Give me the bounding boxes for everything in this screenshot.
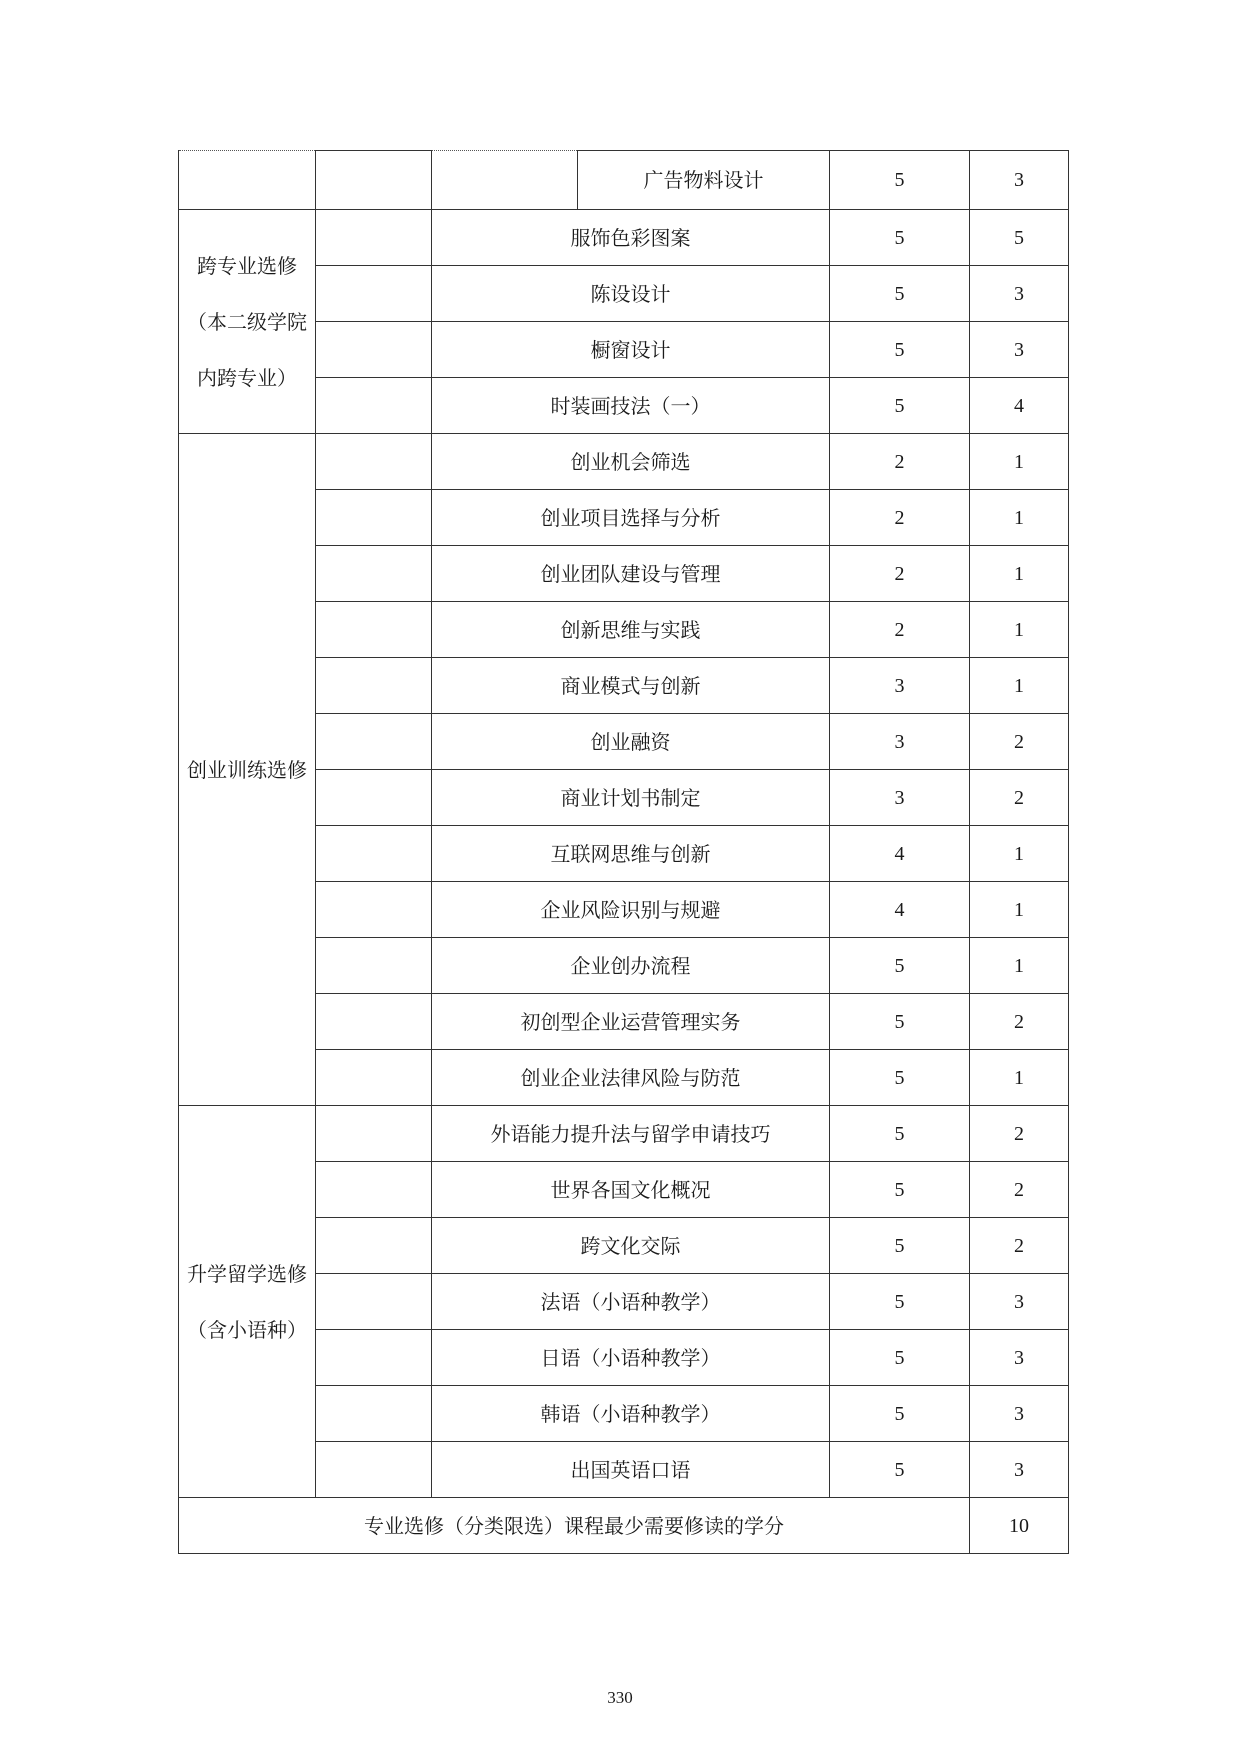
empty-cell [316,490,432,546]
table-row [179,151,1069,210]
summary-row [179,1498,1069,1554]
course-name-cell: 互联网思维与创新 [432,826,830,882]
course-name-cell: 商业计划书制定 [432,770,830,826]
semester-cell: 5 [830,210,970,266]
empty-cell [179,151,316,210]
empty-cell [316,602,432,658]
course-name-cell: 创新思维与实践 [432,602,830,658]
course-name-cell: 创业项目选择与分析 [432,490,830,546]
semester-cell: 3 [830,770,970,826]
semester-cell: 5 [830,322,970,378]
course-name-cell: 企业风险识别与规避 [432,882,830,938]
summary-value: 10 [970,1498,1069,1554]
semester-cell: 5 [830,938,970,994]
course-name-cell: 橱窗设计 [432,322,830,378]
course-name-cell: 世界各国文化概况 [432,1162,830,1218]
category-label-line: （含小语种） [187,1317,307,1342]
semester-cell: 5 [830,1330,970,1386]
course-name-cell: 陈设设计 [432,266,830,322]
credits-cell: 3 [970,1274,1069,1330]
credits-cell: 1 [970,490,1069,546]
semester-cell: 2 [830,546,970,602]
course-name-cell: 初创型企业运营管理实务 [432,994,830,1050]
table-row [179,1106,1069,1162]
empty-cell [316,210,432,266]
empty-cell [316,1106,432,1162]
semester-cell: 5 [830,266,970,322]
semester-cell: 3 [830,658,970,714]
empty-cell [316,1162,432,1218]
empty-cell [316,714,432,770]
empty-cell [316,1218,432,1274]
semester-cell: 4 [830,826,970,882]
table-body [179,151,1069,1498]
category-label-line: 升学留学选修 [187,1261,307,1286]
category-cell [179,1106,316,1498]
semester-cell: 5 [830,1218,970,1274]
course-name-cell: 韩语（小语种教学） [432,1386,830,1442]
credits-cell: 1 [970,434,1069,490]
empty-cell [432,151,578,210]
empty-cell [316,1050,432,1106]
empty-cell [316,938,432,994]
empty-cell [316,770,432,826]
category-cell [179,210,316,434]
credits-cell: 1 [970,658,1069,714]
course-name-cell: 创业团队建设与管理 [432,546,830,602]
category-label-line: 创业训练选修 [187,757,307,782]
empty-cell [316,826,432,882]
credits-cell: 3 [970,151,1069,210]
credits-cell: 1 [970,938,1069,994]
semester-cell: 5 [830,994,970,1050]
table-row [179,210,1069,266]
course-name-cell: 创业机会筛选 [432,434,830,490]
empty-cell [316,322,432,378]
credits-cell: 2 [970,994,1069,1050]
category-label-line: （本二级学院 [187,309,307,334]
semester-cell: 2 [830,434,970,490]
credits-cell: 1 [970,882,1069,938]
empty-cell [316,1330,432,1386]
course-name-cell: 企业创办流程 [432,938,830,994]
course-name-cell: 日语（小语种教学） [432,1330,830,1386]
credits-cell: 2 [970,1218,1069,1274]
credits-cell: 2 [970,770,1069,826]
semester-cell: 5 [830,1162,970,1218]
semester-cell: 5 [830,1050,970,1106]
category-cell [179,434,316,1106]
semester-cell: 5 [830,1274,970,1330]
credits-cell: 1 [970,602,1069,658]
empty-cell [316,1442,432,1498]
course-name-cell: 外语能力提升法与留学申请技巧 [432,1106,830,1162]
credits-cell: 1 [970,546,1069,602]
empty-cell [316,434,432,490]
course-table [178,150,1069,1554]
semester-cell: 5 [830,1106,970,1162]
table-row [179,434,1069,490]
course-name-cell: 时装画技法（一） [432,378,830,434]
credits-cell: 2 [970,1106,1069,1162]
semester-cell: 3 [830,714,970,770]
category-label-line: 跨专业选修 [197,253,297,278]
semester-cell: 2 [830,490,970,546]
credits-cell: 5 [970,210,1069,266]
credits-cell: 2 [970,714,1069,770]
semester-cell: 2 [830,602,970,658]
credits-cell: 4 [970,378,1069,434]
empty-cell [316,994,432,1050]
empty-cell [316,151,432,210]
empty-cell [316,266,432,322]
course-name-cell: 跨文化交际 [432,1218,830,1274]
credits-cell: 1 [970,826,1069,882]
empty-cell [316,378,432,434]
page-number: 330 [607,1688,633,1707]
credits-cell: 3 [970,1330,1069,1386]
course-name-cell: 服饰色彩图案 [432,210,830,266]
course-name-cell: 广告物料设计 [578,151,830,210]
category-label-line: 内跨专业） [197,365,297,390]
course-name-cell: 创业企业法律风险与防范 [432,1050,830,1106]
course-name-cell: 商业模式与创新 [432,658,830,714]
empty-cell [316,658,432,714]
semester-cell: 5 [830,378,970,434]
course-name-cell: 出国英语口语 [432,1442,830,1498]
credits-cell: 3 [970,266,1069,322]
credits-cell: 1 [970,1050,1069,1106]
credits-cell: 3 [970,1442,1069,1498]
credits-cell: 3 [970,322,1069,378]
semester-cell: 5 [830,151,970,210]
empty-cell [316,546,432,602]
course-name-cell: 创业融资 [432,714,830,770]
credits-cell: 2 [970,1162,1069,1218]
empty-cell [316,1274,432,1330]
course-name-cell: 法语（小语种教学） [432,1274,830,1330]
empty-cell [316,882,432,938]
semester-cell: 4 [830,882,970,938]
semester-cell: 5 [830,1442,970,1498]
summary-body [179,1498,1069,1554]
credits-cell: 3 [970,1386,1069,1442]
semester-cell: 5 [830,1386,970,1442]
summary-label: 专业选修（分类限选）课程最少需要修读的学分 [179,1498,970,1554]
empty-cell [316,1386,432,1442]
